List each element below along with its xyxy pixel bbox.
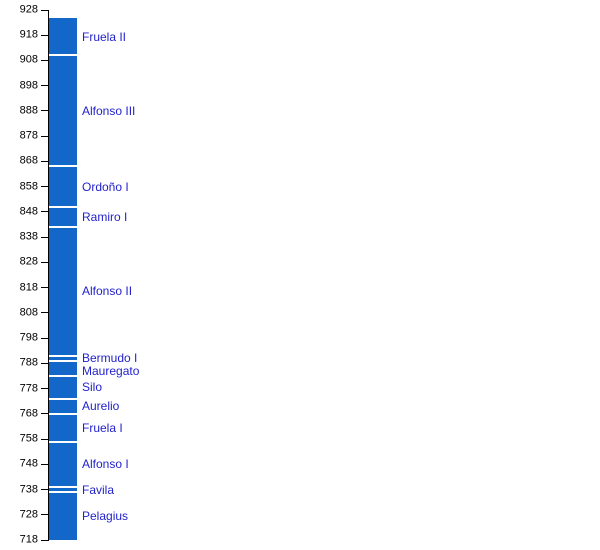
axis-tick-label: 898 (19, 79, 38, 92)
axis-tick-label: 788 (19, 356, 38, 369)
axis-tick-label: 718 (19, 533, 38, 546)
reign-label-pelagius[interactable]: Pelagius (82, 509, 129, 524)
reign-label-fruela-i[interactable]: Fruela I (82, 420, 123, 435)
axis-tick-label: 868 (19, 154, 38, 167)
axis-tick-label: 768 (19, 407, 38, 420)
axis-tick-label: 758 (19, 432, 38, 445)
axis-tick-label: 808 (19, 306, 38, 319)
reign-label-alfonso-i[interactable]: Alfonso I (82, 457, 129, 472)
reign-label-fruela-ii[interactable]: Fruela II (82, 29, 127, 44)
reign-label-bermudo-i[interactable]: Bermudo I (82, 351, 138, 366)
axis-tick-label: 918 (19, 28, 38, 41)
reign-label-ramiro-i[interactable]: Ramiro I (82, 209, 128, 224)
reign-label-mauregato[interactable]: Mauregato (82, 363, 140, 378)
axis-tick-label: 818 (19, 281, 38, 294)
reign-label-aurelio[interactable]: Aurelio (82, 399, 120, 414)
axis-tick-label: 848 (19, 205, 38, 218)
axis-tick-label: 748 (19, 457, 38, 470)
axis-tick-label: 878 (19, 129, 38, 142)
reign-label-favila[interactable]: Favila (82, 482, 115, 497)
reign-label-alfonso-iii[interactable]: Alfonso III (82, 103, 136, 118)
reign-label-alfonso-ii[interactable]: Alfonso II (82, 284, 133, 299)
axis-tick-label: 858 (19, 180, 38, 193)
axis-tick-label: 888 (19, 104, 38, 117)
axis-tick-label: 728 (19, 508, 38, 521)
reign-label-ordo-o-i[interactable]: Ordoño I (82, 179, 129, 194)
axis-tick-label: 908 (19, 53, 38, 66)
axis-tick-label: 828 (19, 255, 38, 268)
axis-tick-label: 738 (19, 483, 38, 496)
axis-tick-label: 798 (19, 331, 38, 344)
reign-label-silo[interactable]: Silo (82, 380, 103, 395)
axis-tick-label: 838 (19, 230, 38, 243)
axis-tick-label: 778 (19, 382, 38, 395)
axis-tick-label: 928 (19, 3, 38, 16)
